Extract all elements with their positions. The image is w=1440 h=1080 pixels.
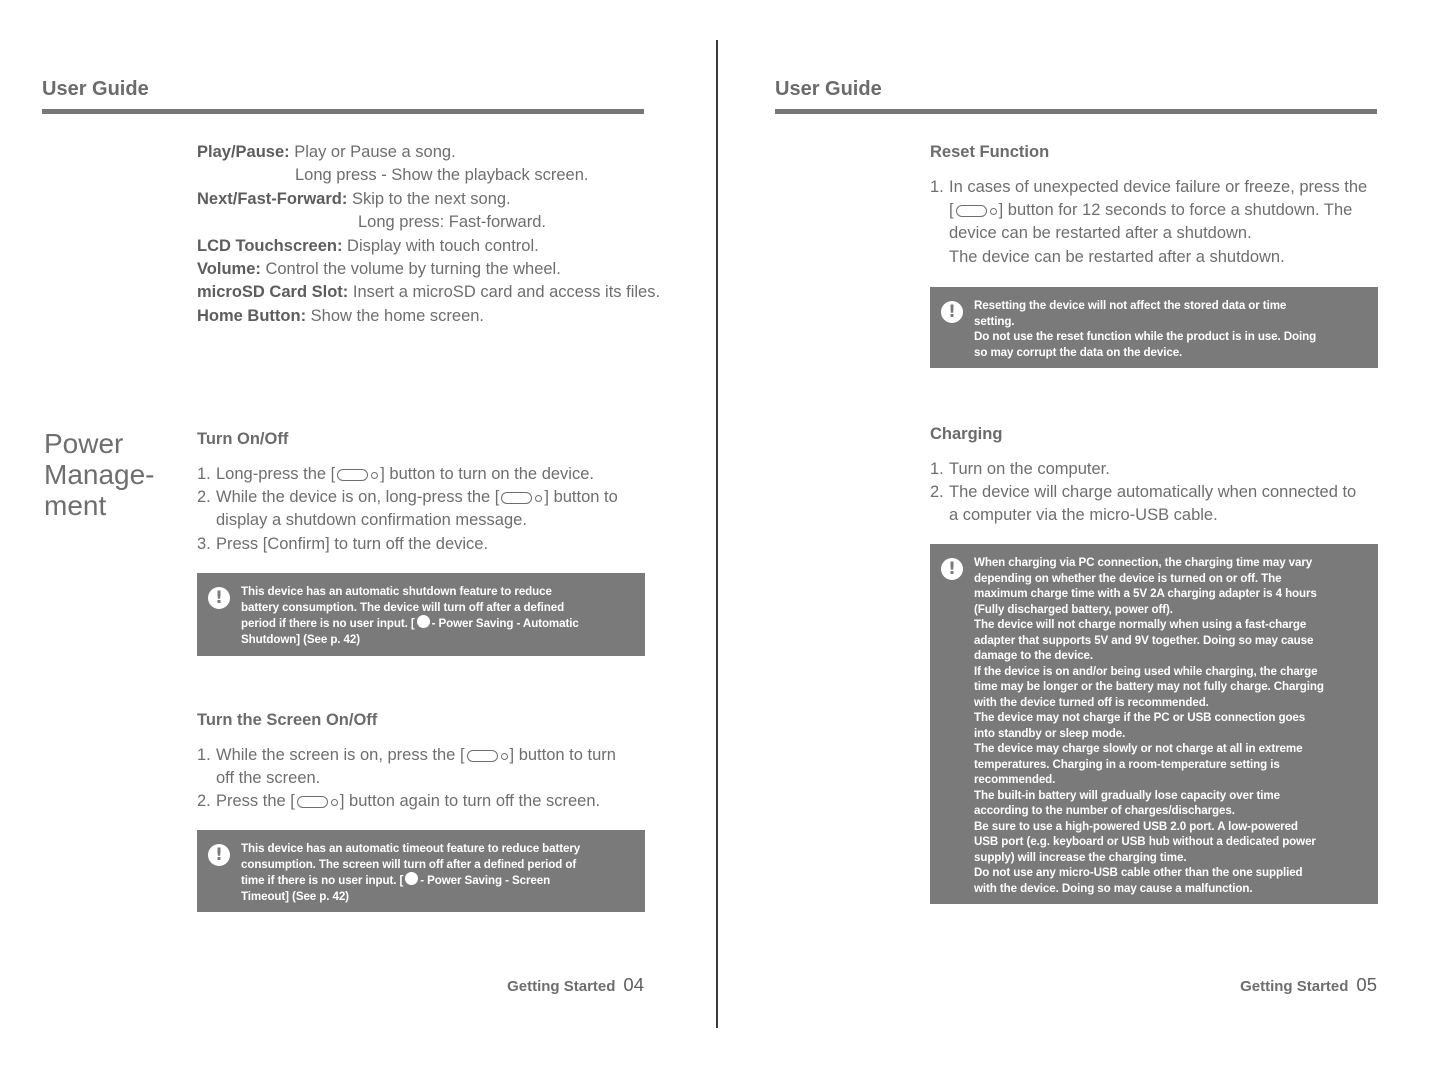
- note-line: time may be longer or the battery may not fully charge. Charging: [974, 680, 1324, 693]
- power-button-icon: [956, 205, 997, 217]
- control-microsd: microSD Card Slot: Insert a microSD card and access its files.: [197, 283, 661, 302]
- right-header-rule: [775, 109, 1377, 114]
- list-item: 1. Turn on the computer.: [930, 460, 1110, 478]
- note-line: If the device is on and/or being used while charging, the charge: [974, 664, 1318, 678]
- warning-icon: !: [208, 587, 230, 609]
- list-item: 1. Long-press the [ ] button to turn on the device.: [197, 465, 594, 483]
- controls-list: [197, 141, 661, 328]
- list-item: 2. Press the [ ] button again to turn off the screen.: [197, 792, 601, 811]
- note-line: damage to the device.: [974, 649, 1094, 662]
- gear-icon: [417, 615, 430, 628]
- turn-on-off-title: Turn On/Off: [197, 430, 289, 448]
- screen-on-off-title: Turn the Screen On/Off: [197, 711, 378, 729]
- list-item: 3. Press [Confirm] to turn off the device.: [197, 534, 489, 553]
- left-header-title: User Guide: [42, 78, 149, 100]
- note-line: with the device. Doing so may cause a malfunction.: [974, 881, 1253, 895]
- note-line: Do not use the reset function while the product is in use. Doing: [974, 330, 1317, 343]
- right-header-title: User Guide: [775, 78, 882, 100]
- reset-section: [930, 143, 1378, 269]
- note-line: (Fully discharged battery, power off).: [974, 602, 1173, 616]
- footer-section-label: Getting Started: [507, 978, 616, 995]
- screen-on-off-section: [197, 711, 645, 814]
- timeout-note: ! This device has an automatic timeout feature to reduce battery consumption. The screen will turn off after a defined period of time if there is no user input. [ - Power Saving - Screen Timeout] (See p. 42): [197, 830, 645, 912]
- note-line: setting.: [974, 314, 1015, 328]
- shutdown-note: ! This device has an automatic shutdown feature to reduce battery consumption. The device will turn off after a defined period if there is no user input. [ - Power Saving - Automatic Shutdown] (See p. 42): [197, 573, 645, 656]
- charging-title: Charging: [930, 425, 1003, 443]
- note-line: adapter that supports 5V and 9V together. Doing so may cause: [974, 633, 1314, 647]
- note-line: USB port (e.g. keyboard or USB hub without a dedicated power: [974, 835, 1316, 848]
- note-line: The built-in battery will gradually lose capacity over time: [974, 788, 1280, 802]
- reset-title: Reset Function: [930, 143, 1050, 161]
- note-line: Resetting the device will not affect the stored data or time: [974, 299, 1287, 312]
- control-play-pause-long: Long press - Show the playback screen.: [295, 166, 589, 185]
- reset-note: [930, 287, 1378, 368]
- note-line: supply) will increase the charging time.: [974, 850, 1187, 864]
- note-line: recommended.: [974, 773, 1056, 786]
- note-line: depending on whether the device is turned on or off. The: [974, 571, 1282, 585]
- list-item: 1. While the screen is on, press the [ ] button to turn off the screen.: [197, 746, 616, 788]
- list-item: 2. While the device is on, long-press the [ ] button to display a shutdown confirmation message.: [197, 488, 618, 530]
- left-footer: [507, 974, 644, 996]
- list-item: 1. In cases of unexpected device failure or freeze, press the [ ] button for 12 seconds to force a shutdown. The device can be restarted after a shutdown. The device can be restarted after a shutdown.: [930, 178, 1368, 266]
- note-line: temperatures. Charging in a room-temperature setting is: [974, 757, 1280, 771]
- page-number: 05: [1356, 974, 1377, 995]
- note-line: maximum charge time with a 5V 2A charging adapter is 4 hours: [974, 587, 1317, 600]
- left-header-rule: [42, 109, 644, 114]
- charging-note: [930, 544, 1378, 904]
- control-lcd: LCD Touchscreen: Display with touch control.: [197, 236, 539, 255]
- control-play-pause: Play/Pause: Play or Pause a song.: [197, 143, 456, 161]
- note-line: The device may charge slowly or not charge at all in extreme: [974, 742, 1303, 755]
- note-line: with the device turned off is recommended.: [974, 695, 1209, 709]
- note-line: The device may not charge if the PC or USB connection goes: [974, 711, 1306, 724]
- warning-icon: !: [941, 558, 963, 580]
- power-button-icon: [501, 492, 542, 504]
- control-next: Next/Fast-Forward: Skip to the next song.: [197, 189, 511, 208]
- list-item: 2. The device will charge automatically when connected to a computer via the micro-USB cable.: [930, 483, 1357, 525]
- power-button-icon: [337, 469, 378, 481]
- power-button-icon: [297, 796, 338, 808]
- spread-divider: [716, 40, 718, 1028]
- note-line: Be sure to use a high-powered USB 2.0 port. A low-powered: [974, 819, 1298, 833]
- power-button-icon: [467, 750, 508, 762]
- right-footer: [1240, 974, 1377, 996]
- note-line: Do not use any micro-USB cable other than the one supplied: [974, 866, 1303, 879]
- control-volume: Volume: Control the volume by turning the wheel.: [197, 260, 561, 279]
- turn-on-off-section: [197, 430, 645, 556]
- control-next-long: Long press: Fast-forward.: [358, 213, 546, 232]
- note-line: according to the number of charges/discharges.: [974, 804, 1235, 817]
- footer-section-label: Getting Started: [1240, 978, 1349, 995]
- right-page: [775, 0, 1395, 1080]
- note-line: so may corrupt the data on the device.: [974, 345, 1183, 359]
- power-management-title: Power Manage- ment: [44, 428, 155, 521]
- left-page: [42, 0, 662, 1080]
- charging-section: [930, 425, 1378, 528]
- control-home: Home Button: Show the home screen.: [197, 306, 485, 325]
- note-line: The device will not charge normally when using a fast-charge: [974, 618, 1307, 631]
- note-line: When charging via PC connection, the charging time may vary: [974, 556, 1313, 569]
- gear-icon: [405, 872, 418, 885]
- page-number: 04: [623, 974, 644, 995]
- warning-icon: !: [941, 301, 963, 323]
- warning-icon: !: [208, 844, 230, 866]
- note-line: into standby or sleep mode.: [974, 726, 1126, 740]
